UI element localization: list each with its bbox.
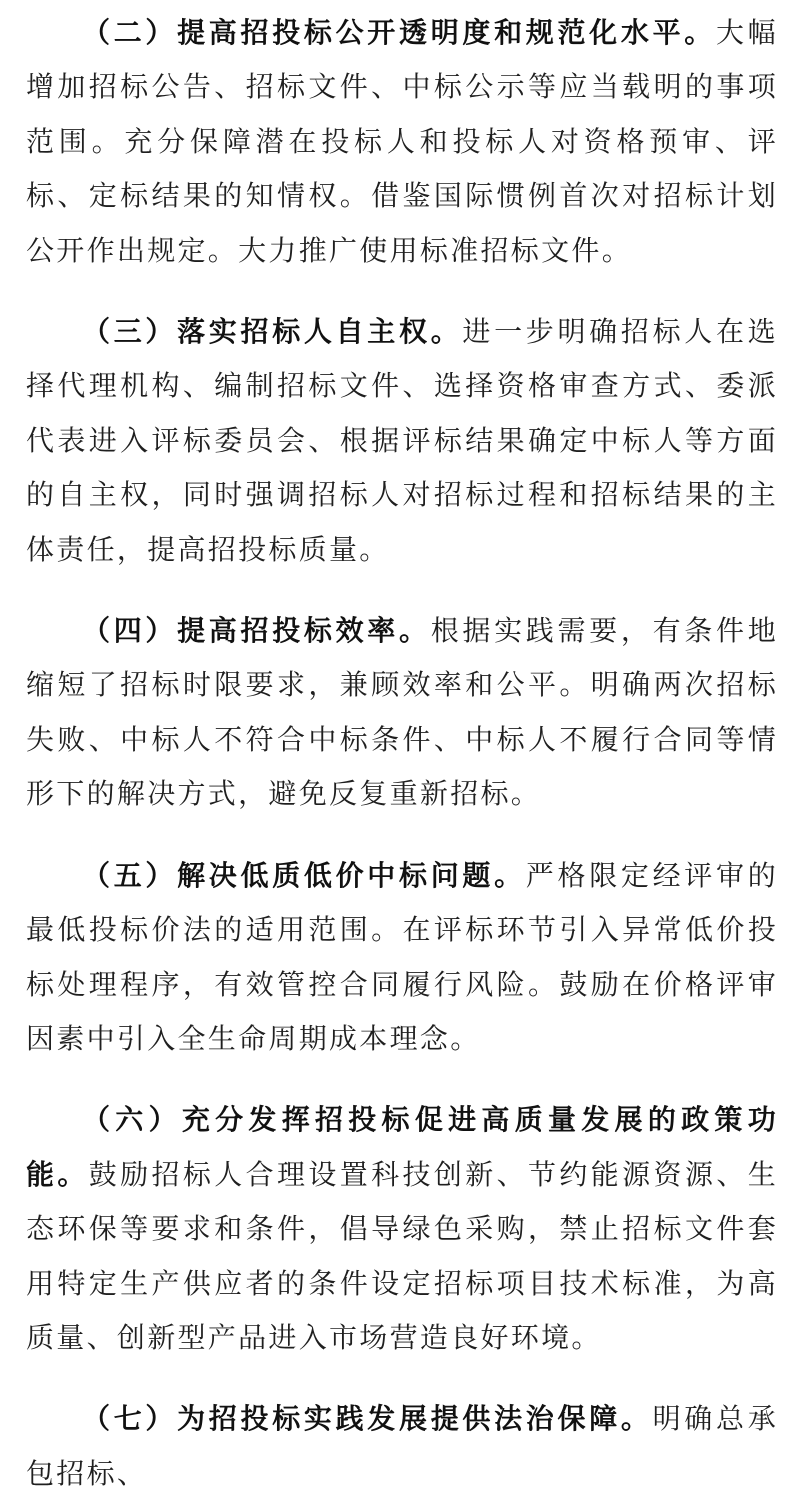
- paragraph-4: [26, 604, 778, 822]
- document-page: [26, 6, 779, 1490]
- paragraph-body: 大幅增加招标公告、招标文件、中标公示等应当载明的事项范围。充分保障潜在投标人和投标人对资格预审、评标、定标结果的知情权。借鉴国际惯例首次对招标计划公开作出规定。大力推广使用标准招标文件。: [26, 16, 778, 267]
- paragraph-heading: （五）解决低质低价中标问题。: [82, 858, 526, 892]
- paragraph-heading: （七）为招投标实践发展提供法治保障。: [82, 1402, 653, 1436]
- paragraph-6: [26, 1093, 778, 1365]
- paragraph-heading: （三）落实招标人自主权。: [82, 315, 463, 349]
- paragraph-body: 严格限定经评审的最低投标价法的适用范围。在评标环节引入异常低价投标处理程序，有效管控合同履行风险。鼓励在价格评审因素中引入全生命周期成本理念。: [26, 858, 778, 1055]
- paragraph-body: 根据实践需要，有条件地缩短了招标时限要求，兼顾效率和公平。明确两次招标失败、中标人不符合中标条件、中标人不履行合同等情形下的解决方式，避免反复重新招标。: [26, 614, 778, 811]
- paragraph-2: [26, 6, 778, 278]
- paragraph-heading: （六）充分发挥招投标促进高质量发展的政策功能。: [26, 1103, 778, 1191]
- paragraph-body: 鼓励招标人合理设置科技创新、节约能源资源、生态环保等要求和条件，倡导绿色采购，禁止招标文件套用特定生产供应者的条件设定招标项目技术标准，为高质量、创新型产品进入市场营造良好环境。: [26, 1157, 778, 1354]
- paragraph-heading: （二）提高招投标公开透明度和规范化水平。: [82, 16, 716, 49]
- paragraph-5: [26, 849, 778, 1067]
- paragraph-heading: （四）提高招投标效率。: [82, 614, 431, 648]
- paragraph-3: [26, 305, 778, 577]
- paragraph-body: 进一步明确招标人在选择代理机构、编制招标文件、选择资格审查方式、委派代表进入评标委员会、根据评标结果确定中标人等方面的自主权，同时强调招标人对招标过程和招标结果的主体责任，提高招投标质量。: [26, 315, 778, 566]
- paragraph-body: 明确总承包招标、: [26, 1402, 779, 1490]
- paragraph-7: [26, 1392, 779, 1490]
